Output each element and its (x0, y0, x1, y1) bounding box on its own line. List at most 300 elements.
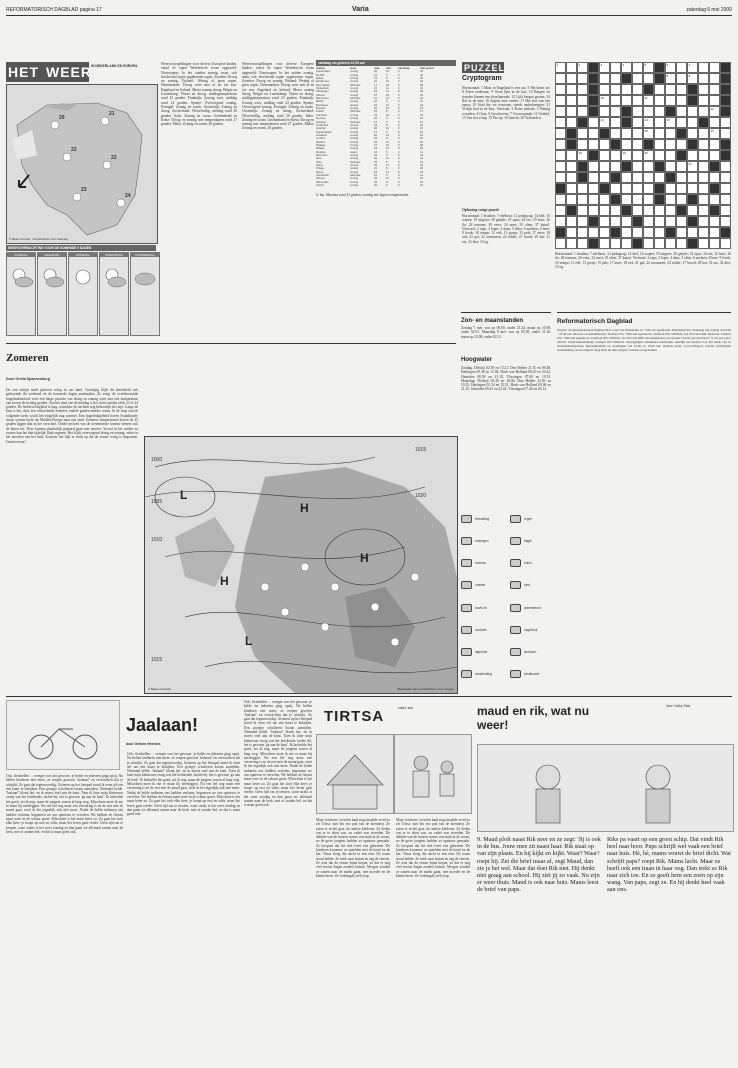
crossword-cell[interactable] (709, 183, 720, 194)
crossword-cell[interactable] (687, 227, 698, 238)
crossword-cell[interactable] (632, 106, 643, 117)
crossword-cell[interactable] (577, 216, 588, 227)
crossword-cell[interactable] (632, 172, 643, 183)
crossword-cell[interactable] (720, 183, 731, 194)
crossword-cell[interactable] (588, 216, 599, 227)
table-cell: Eindhoven (316, 79, 330, 84)
crossword-cell[interactable] (588, 161, 599, 172)
crossword-cell[interactable] (599, 238, 610, 249)
crossword-cell[interactable] (566, 84, 577, 95)
crossword-cell[interactable] (709, 238, 720, 249)
logo-sub: IN NEDERLAND EN EUROPA (91, 64, 138, 68)
crossword-cell[interactable] (555, 172, 566, 183)
crossword-cell[interactable] (577, 161, 588, 172)
crossword-cell[interactable] (654, 216, 665, 227)
crossword-cell[interactable] (720, 161, 731, 172)
crossword-cell[interactable] (709, 172, 720, 183)
crossword-cell[interactable] (621, 106, 632, 117)
crossword-cell[interactable] (599, 183, 610, 194)
crossword-cell[interactable] (687, 117, 698, 128)
crossword-cell[interactable] (577, 128, 588, 139)
crossword-cell[interactable] (577, 84, 588, 95)
crossword-cell[interactable] (676, 238, 687, 249)
crossword-cell[interactable] (687, 183, 698, 194)
crossword-cell[interactable] (720, 227, 731, 238)
crossword-cell[interactable] (676, 84, 687, 95)
crossword-cell[interactable] (621, 84, 632, 95)
crossword-cell[interactable] (610, 73, 621, 84)
crossword-cell[interactable] (610, 84, 621, 95)
crossword-cell[interactable] (720, 216, 731, 227)
house-illustration-icon (317, 735, 393, 813)
crossword-cell[interactable] (588, 172, 599, 183)
crossword-cell[interactable] (566, 227, 577, 238)
crossword-cell[interactable] (555, 95, 566, 106)
crossword-cell[interactable] (643, 62, 654, 73)
crossword-cell[interactable] (555, 150, 566, 161)
crossword-cell[interactable] (698, 161, 709, 172)
crossword-cell[interactable] (643, 183, 654, 194)
crossword-cell[interactable] (643, 117, 654, 128)
crossword-cell[interactable] (654, 62, 665, 73)
crossword-cell[interactable] (709, 216, 720, 227)
crossword-cell[interactable] (610, 205, 621, 216)
crossword-cell[interactable] (555, 227, 566, 238)
crossword-cell[interactable] (687, 194, 698, 205)
crossword-cell[interactable] (676, 117, 687, 128)
crossword-cell[interactable] (643, 106, 654, 117)
crossword-cell[interactable] (687, 172, 698, 183)
table-cell: 0 (398, 69, 400, 74)
crossword-cell[interactable] (599, 150, 610, 161)
crossword-cell[interactable] (632, 73, 643, 84)
zomeren-title: Zomeren (6, 352, 49, 364)
crossword-cell[interactable] (566, 117, 577, 128)
crossword-cell[interactable] (599, 62, 610, 73)
crossword-cell[interactable] (566, 194, 577, 205)
crossword-cell[interactable] (621, 128, 632, 139)
crossword-cell[interactable] (621, 194, 632, 205)
crossword-cell[interactable] (599, 95, 610, 106)
crossword-cell[interactable] (577, 172, 588, 183)
crossword-cell[interactable] (643, 227, 654, 238)
crossword-cell[interactable] (610, 95, 621, 106)
crossword-cell[interactable] (621, 150, 632, 161)
crossword-cell[interactable] (698, 106, 709, 117)
crossword-cell[interactable] (654, 205, 665, 216)
crossword-grid (555, 62, 731, 249)
crossword-cell[interactable] (555, 161, 566, 172)
crossword-cell[interactable] (687, 62, 698, 73)
crossword-cell[interactable] (599, 73, 610, 84)
crossword-cell[interactable] (654, 183, 665, 194)
crossword-cell[interactable] (665, 150, 676, 161)
crossword-cell[interactable] (720, 128, 731, 139)
crossword-cell[interactable] (698, 95, 709, 106)
crossword-cell[interactable] (654, 150, 665, 161)
crossword-cell[interactable] (676, 73, 687, 84)
crossword-cell[interactable] (621, 139, 632, 150)
crossword-cell[interactable] (577, 150, 588, 161)
crossword-cell[interactable] (566, 216, 577, 227)
crossword-cell[interactable] (665, 172, 676, 183)
crossword-cell[interactable] (698, 227, 709, 238)
crossword-cell[interactable] (709, 139, 720, 150)
crossword-cell[interactable] (566, 128, 577, 139)
crossword-cell[interactable] (687, 95, 698, 106)
table-cell: 22 (420, 122, 424, 127)
crossword-cell[interactable] (676, 205, 687, 216)
crossword-cell[interactable] (665, 117, 676, 128)
crossword-cell[interactable] (676, 62, 687, 73)
crossword-cell[interactable] (599, 216, 610, 227)
table-cell: 20 (420, 136, 424, 141)
crossword-cell[interactable] (588, 106, 599, 117)
crossword-cell[interactable] (632, 128, 643, 139)
crossword-cell[interactable] (709, 150, 720, 161)
crossword-cell[interactable] (588, 95, 599, 106)
crossword-cell[interactable] (632, 95, 643, 106)
crossword-cell[interactable] (588, 128, 599, 139)
crossword-cell[interactable] (588, 227, 599, 238)
crossword-cell[interactable] (665, 95, 676, 106)
crossword-cell[interactable] (643, 73, 654, 84)
crossword-cell[interactable] (687, 139, 698, 150)
table-cell: 15 (386, 142, 390, 147)
crossword-cell[interactable] (665, 238, 676, 249)
crossword-cell[interactable] (588, 139, 599, 150)
crossword-cell[interactable] (555, 205, 566, 216)
crossword-cell[interactable] (599, 117, 610, 128)
crossword-cell[interactable] (566, 205, 577, 216)
crossword-cell[interactable] (720, 238, 731, 249)
crossword-cell[interactable] (709, 117, 720, 128)
crossword-cell[interactable] (599, 106, 610, 117)
crossword-cell[interactable] (698, 73, 709, 84)
crossword-cell[interactable] (643, 161, 654, 172)
legend-label: sneeuw (475, 561, 486, 566)
crossword-cell[interactable] (665, 106, 676, 117)
crossword-cell[interactable] (610, 117, 621, 128)
crossword-cell[interactable] (577, 62, 588, 73)
crossword-cell[interactable] (588, 117, 599, 128)
crossword-cell[interactable] (698, 205, 709, 216)
crossword-cell[interactable] (654, 139, 665, 150)
crossword-cell[interactable] (566, 161, 577, 172)
crossword-cell[interactable] (687, 84, 698, 95)
crossword-cell[interactable] (621, 216, 632, 227)
crossword-cell[interactable] (610, 227, 621, 238)
crossword-cell[interactable] (654, 95, 665, 106)
crossword-cell[interactable] (621, 172, 632, 183)
crossword-cell[interactable] (632, 194, 643, 205)
crossword-cell[interactable] (599, 205, 610, 216)
crossword-cell[interactable] (676, 139, 687, 150)
crossword-cell[interactable] (676, 216, 687, 227)
crossword-cell[interactable] (610, 128, 621, 139)
crossword-cell[interactable] (698, 128, 709, 139)
crossword-cell[interactable] (610, 62, 621, 73)
crossword-cell[interactable] (665, 161, 676, 172)
crossword-cell[interactable] (676, 161, 687, 172)
crossword-cell[interactable] (720, 62, 731, 73)
crossword-cell[interactable] (676, 194, 687, 205)
crossword-cell[interactable] (588, 150, 599, 161)
crossword-cell[interactable] (555, 216, 566, 227)
crossword-cell[interactable] (621, 205, 632, 216)
table-cell: zonnig (350, 112, 359, 117)
crossword-cell[interactable] (632, 238, 643, 249)
crossword-cell[interactable] (577, 73, 588, 84)
crossword-cell[interactable] (654, 194, 665, 205)
crossword-cell[interactable] (577, 139, 588, 150)
crossword-cell[interactable] (665, 84, 676, 95)
crossword-cell[interactable] (698, 238, 709, 249)
crossword-cell[interactable] (577, 183, 588, 194)
crossword-cell[interactable] (577, 106, 588, 117)
crossword-cell[interactable] (577, 194, 588, 205)
crossword-cell[interactable] (643, 205, 654, 216)
crossword-cell[interactable] (621, 62, 632, 73)
crossword-cell[interactable] (709, 128, 720, 139)
crossword-cell[interactable] (665, 227, 676, 238)
crossword-cell[interactable] (687, 73, 698, 84)
crossword-cell[interactable] (643, 139, 654, 150)
crossword-cell[interactable] (643, 216, 654, 227)
crossword-cell[interactable] (676, 172, 687, 183)
crossword-cell[interactable] (643, 95, 654, 106)
crossword-cell[interactable] (687, 161, 698, 172)
crossword-cell[interactable] (720, 106, 731, 117)
crossword-cell[interactable] (610, 150, 621, 161)
table-cell: 0 (398, 132, 400, 137)
crossword-cell[interactable] (632, 150, 643, 161)
crossword-cell[interactable] (654, 128, 665, 139)
crossword-cell[interactable] (709, 95, 720, 106)
crossword-cell[interactable] (687, 238, 698, 249)
crossword-cell[interactable] (555, 194, 566, 205)
crossword-cell[interactable] (588, 194, 599, 205)
crossword-cell[interactable] (577, 95, 588, 106)
crossword-cell[interactable] (709, 161, 720, 172)
crossword-cell[interactable] (709, 194, 720, 205)
crossword-cell[interactable] (654, 172, 665, 183)
crossword-cell[interactable] (665, 216, 676, 227)
crossword-cell[interactable] (577, 205, 588, 216)
crossword-cell[interactable] (698, 62, 709, 73)
crossword-cell[interactable] (654, 84, 665, 95)
crossword-cell[interactable] (621, 183, 632, 194)
crossword-cell[interactable] (588, 84, 599, 95)
crossword-cell[interactable] (566, 172, 577, 183)
crossword-cell[interactable] (621, 73, 632, 84)
crossword-cell[interactable] (566, 150, 577, 161)
crossword-cell[interactable] (720, 117, 731, 128)
crossword-cell[interactable] (632, 62, 643, 73)
crossword-cell[interactable] (577, 227, 588, 238)
crossword-cell[interactable] (632, 227, 643, 238)
crossword-cell[interactable] (665, 183, 676, 194)
crossword-cell[interactable] (665, 73, 676, 84)
crossword-cell[interactable] (566, 95, 577, 106)
crossword-cell[interactable] (720, 139, 731, 150)
crossword-cell[interactable] (643, 150, 654, 161)
crossword-cell[interactable] (599, 161, 610, 172)
crossword-cell[interactable] (687, 106, 698, 117)
crossword-cell[interactable] (643, 172, 654, 183)
puzzle-title: Cryptogram (462, 75, 502, 82)
crossword-cell[interactable] (555, 62, 566, 73)
crossword-cell[interactable] (720, 73, 731, 84)
crossword-cell[interactable] (698, 194, 709, 205)
crossword-cell[interactable] (709, 227, 720, 238)
crossword-cell[interactable] (720, 84, 731, 95)
crossword-cell[interactable] (676, 183, 687, 194)
crossword-cell[interactable] (610, 139, 621, 150)
crossword-cell[interactable] (698, 216, 709, 227)
crossword-cell[interactable] (709, 205, 720, 216)
crossword-cell[interactable] (555, 128, 566, 139)
crossword-cell[interactable] (643, 238, 654, 249)
crossword-cell[interactable] (720, 150, 731, 161)
crossword-cell[interactable] (555, 139, 566, 150)
crossword-cell[interactable] (610, 238, 621, 249)
crossword-cell[interactable] (676, 128, 687, 139)
crossword-cell[interactable] (698, 139, 709, 150)
crossword-cell[interactable] (588, 62, 599, 73)
crossword-cell[interactable] (676, 95, 687, 106)
table-cell: 5 (386, 173, 388, 177)
crossword-cell[interactable] (610, 161, 621, 172)
crossword-cell[interactable] (654, 238, 665, 249)
crossword-cell[interactable] (654, 227, 665, 238)
crossword-cell[interactable] (632, 216, 643, 227)
crossword-cell[interactable] (610, 194, 621, 205)
crossword-cell[interactable] (665, 62, 676, 73)
crossword-cell[interactable] (676, 106, 687, 117)
crossword-cell[interactable] (643, 194, 654, 205)
crossword-cell[interactable] (555, 238, 566, 249)
crossword-cell[interactable] (698, 172, 709, 183)
crossword-cell[interactable] (588, 238, 599, 249)
crossword-cell[interactable] (665, 139, 676, 150)
crossword-cell[interactable] (555, 117, 566, 128)
crossword-cell[interactable] (566, 73, 577, 84)
header-left: REFORMATORISCH DAGBLAD pagina 17 (6, 7, 102, 13)
crossword-cell[interactable] (610, 216, 621, 227)
crossword-cell[interactable] (555, 106, 566, 117)
table-cell: zonnig (350, 92, 359, 97)
crossword-cell[interactable] (610, 106, 621, 117)
crossword-cell[interactable] (577, 238, 588, 249)
crossword-cell[interactable] (654, 106, 665, 117)
crossword-cell[interactable] (566, 62, 577, 73)
crossword-cell[interactable] (709, 73, 720, 84)
table-row (316, 184, 456, 187)
crossword-cell[interactable] (698, 117, 709, 128)
crossword-cell[interactable] (555, 84, 566, 95)
crossword-cell[interactable] (588, 183, 599, 194)
crossword-cell[interactable] (588, 205, 599, 216)
crossword-cell[interactable] (643, 128, 654, 139)
crossword-cell[interactable] (709, 84, 720, 95)
crossword-cell[interactable] (621, 95, 632, 106)
crossword-cell[interactable] (566, 238, 577, 249)
crossword-cell[interactable] (632, 183, 643, 194)
crossword-cell[interactable] (599, 172, 610, 183)
crossword-cell[interactable] (566, 183, 577, 194)
crossword-cell[interactable] (632, 139, 643, 150)
table-cell: 19 (420, 179, 424, 184)
crossword-cell[interactable] (687, 216, 698, 227)
table-cell: Lissabon (316, 132, 328, 137)
crossword-cell[interactable] (555, 73, 566, 84)
crossword-cell[interactable] (643, 84, 654, 95)
legend-label: mist (524, 583, 530, 588)
crossword-cell[interactable] (632, 117, 643, 128)
crossword-cell[interactable] (621, 161, 632, 172)
crossword-cell[interactable] (632, 84, 643, 95)
crossword-cell[interactable] (709, 62, 720, 73)
crossword-cell[interactable] (621, 117, 632, 128)
koufront-icon (461, 604, 472, 612)
crossword-cell[interactable] (654, 117, 665, 128)
crossword-cell[interactable] (632, 205, 643, 216)
table-cell: 10 (386, 112, 390, 117)
crossword-cell[interactable] (698, 183, 709, 194)
crossword-cell[interactable] (709, 106, 720, 117)
crossword-cell[interactable] (687, 128, 698, 139)
crossword-cell[interactable] (698, 150, 709, 161)
crossword-cell[interactable] (665, 205, 676, 216)
crossword-cell[interactable] (698, 84, 709, 95)
synoptic-map-svg (145, 437, 457, 693)
crossword-cell[interactable] (621, 227, 632, 238)
table-cell: 0 (398, 119, 400, 124)
crossword-cell[interactable] (632, 161, 643, 172)
crossword-cell[interactable] (599, 194, 610, 205)
crossword-cell[interactable] (720, 172, 731, 183)
crossword-cell[interactable] (654, 161, 665, 172)
crossword-cell[interactable] (599, 128, 610, 139)
crossword-cell[interactable] (599, 84, 610, 95)
crossword-cell[interactable] (555, 183, 566, 194)
legend-label: regen (524, 517, 533, 521)
table-cell: 0 (398, 112, 400, 117)
crossword-cell[interactable] (687, 150, 698, 161)
table-cell: 11 (386, 162, 389, 167)
table-cell: 21 (420, 116, 424, 121)
crossword-cell[interactable] (720, 205, 731, 216)
crossword-cell[interactable] (654, 73, 665, 84)
crossword-cell[interactable] (676, 227, 687, 238)
crossword-cell[interactable] (676, 150, 687, 161)
crossword-cell[interactable] (566, 106, 577, 117)
crossword-cell[interactable] (687, 205, 698, 216)
crossword-cell[interactable] (577, 117, 588, 128)
crossword-cell[interactable] (610, 172, 621, 183)
crossword-cell[interactable] (599, 139, 610, 150)
crossword-cell[interactable] (665, 128, 676, 139)
crossword-cell[interactable] (720, 95, 731, 106)
crossword-cell[interactable] (610, 183, 621, 194)
crossword-cell[interactable] (588, 73, 599, 84)
crossword-cell[interactable] (665, 194, 676, 205)
crossword-cell[interactable] (599, 227, 610, 238)
crossword-cell[interactable] (621, 238, 632, 249)
crossword-cell[interactable] (566, 139, 577, 150)
crossword-cell[interactable] (720, 194, 731, 205)
